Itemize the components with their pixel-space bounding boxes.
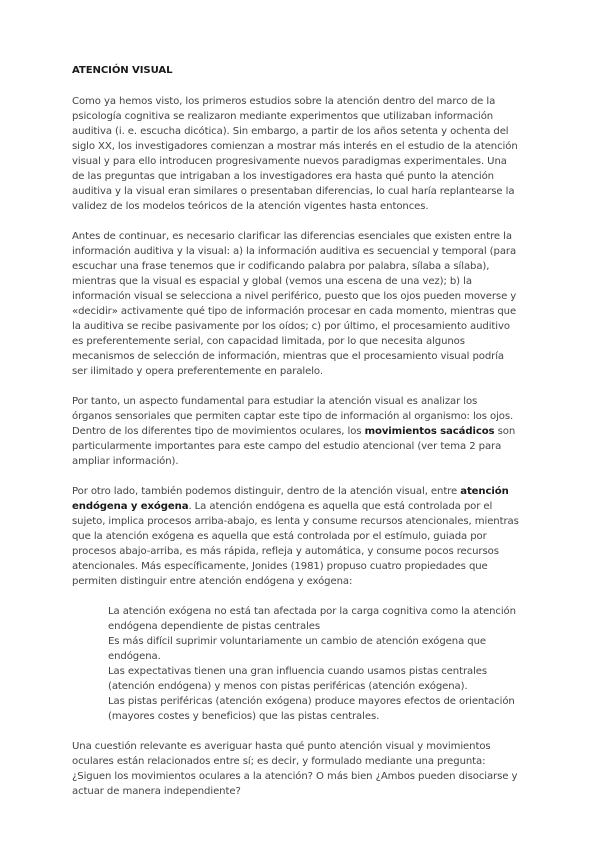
- paragraph-text: son particularmente importantes para este campo del estudio atencional (ver tema 2 para ampliar información).: [72, 426, 516, 467]
- paragraph-endogenous-exogenous: [72, 484, 520, 589]
- list-item: Las pistas periféricas (atención exógena) produce mayores efectos de orientación (mayores costes y beneficios) que las pistas centrales.: [108, 696, 515, 722]
- paragraph-text: Por otro lado, también podemos distinguir, dentro de la atención visual, entre: [72, 486, 461, 497]
- document-page: [72, 64, 520, 814]
- bold-term-saccades: movimientos sacádicos: [364, 426, 495, 437]
- paragraph-text: . La atención endógena es aquella que está controlada por el sujeto, implica procesos arriba-abajo, es lenta y consume recursos atencionales, mientras que la atención exógena es aquella que está controlada por el estímulo, guiada por procesos abajo-arriba, es más rápida, refleja y automática, y consume pocos recursos atencionales. Más específicamente, Jonides (1981) propuso cuatro propiedades que permiten distinguir entre atención endógena y exógena:: [72, 501, 519, 587]
- list-item: Las expectativas tienen una gran influencia cuando usamos pistas centrales (atención endógena) y menos con pistas periféricas (atención exógena).: [108, 666, 488, 692]
- paragraph-intro: Como ya hemos visto, los primeros estudios sobre la atención dentro del marco de la psicología cognitiva se realizaron mediante experimentos que utilizaban información auditiva (i. e. escucha dicótica). Sin embargo, a partir de los años setenta y ochenta del siglo XX, los investigadores comienzan a mostrar más interés en el estudio de la atención visual y para ello introducen progresivamente nuevos paradigmas experimentales. Una de las preguntas que intrigaban a los investigadores era hasta qué punto la atención auditiva y la visual eran similares o presentaban diferencias, lo cual haría replantearse la validez de los modelos teóricos de la atención vigentes hasta entonces.: [72, 96, 518, 212]
- section-title: ATENCIÓN VISUAL: [72, 65, 173, 76]
- paragraph-text: Por tanto, un aspecto fundamental para estudiar la atención visual es analizar los órganos sensoriales que permiten captar este tipo de información al organismo: los ojos. Dentro de los diferentes tipo de movimientos oculares, los: [72, 396, 514, 437]
- paragraph-differences: Antes de continuar, es necesario clarificar las diferencias esenciales que existen entre la información auditiva y la visual: a) la información auditiva es secuencial y temporal (para escuchar una frase tenemos que ir codificando palabra por palabra, sílaba a sílaba), mientras que la visual es espacial y global (vemos una escena de una vez); b) la información visual se selecciona a nivel periférico, puesto que los ojos pueden moverse y «decidir» activamente qué tipo de información procesar en cada momento, mientras que la auditiva se recibe pasivamente por los oídos; c) por último, el procesamiento auditivo es preferentemente serial, con capacidad limitada, por lo que necesita algunos mecanismos de selección de información, mientras que el procesamiento visual podría ser ilimitado y opera preferentemente en paralelo.: [72, 231, 517, 377]
- properties-list: [108, 604, 520, 724]
- paragraph-question: Una cuestión relevante es averiguar hasta qué punto atención visual y movimientos oculares están relacionados entre sí; es decir, y formulado mediante una pregunta: ¿Siguen los movimientos oculares a la atención? O más bien ¿Ambos pueden disociarse y actuar de manera independiente?: [72, 741, 518, 797]
- paragraph-eye-movements: [72, 394, 520, 469]
- list-item: La atención exógena no está tan afectada por la carga cognitiva como la atención endógena dependiente de pistas centrales: [108, 606, 516, 632]
- bold-term-endogenous-exogenous: atención endógena y exógena: [72, 486, 509, 512]
- list-item: Es más difícil suprimir voluntariamente un cambio de atención exógena que endógena.: [108, 636, 486, 662]
